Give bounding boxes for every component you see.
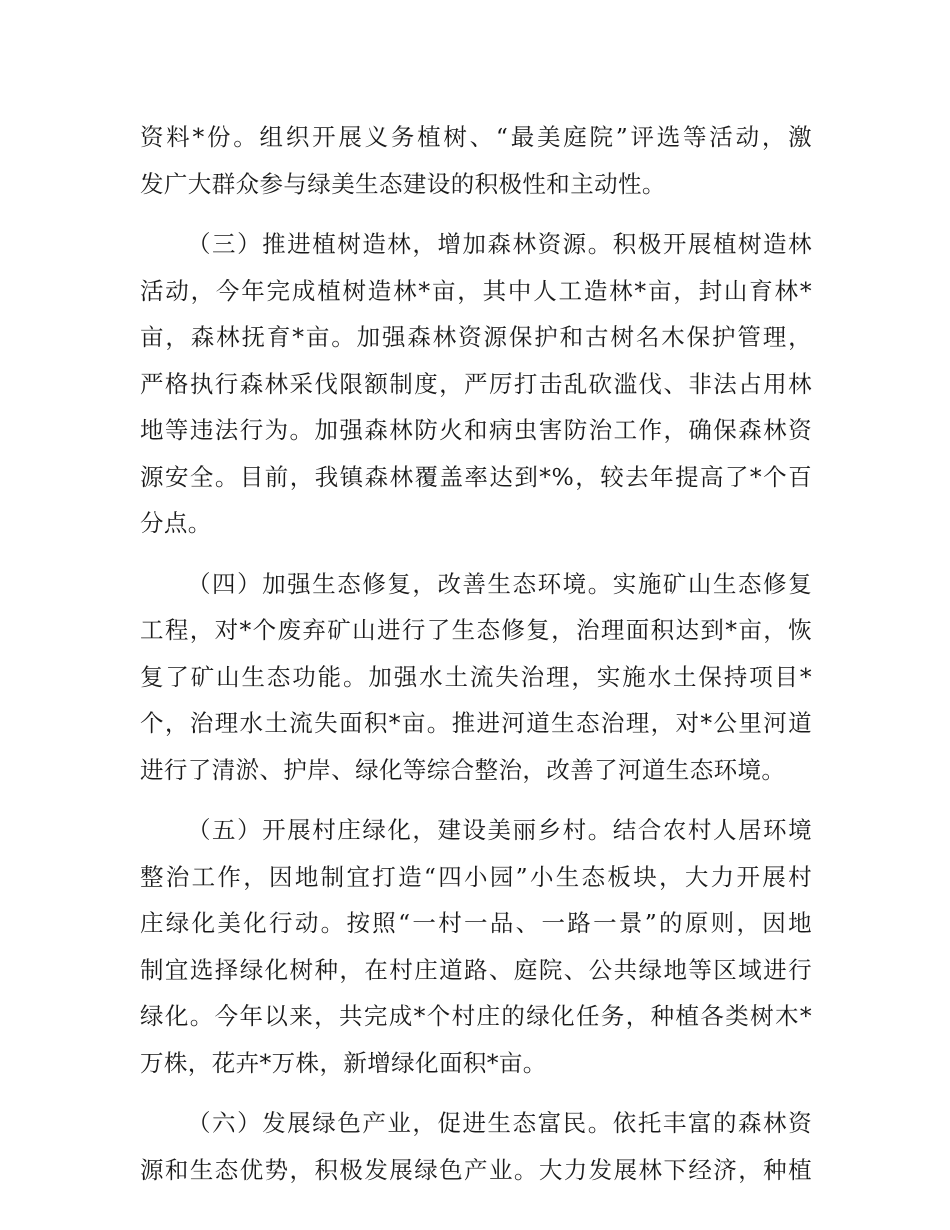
text-line: 源和生态优势，积极发展绿色产业。大力发展林下经济，种植 — [140, 1155, 812, 1184]
text-line: 万株，花卉*万株，新增绿化面积*亩。 — [140, 1048, 547, 1077]
text-line: 整治工作，因地制宜打造“四小园”小生态板块，大力开展村 — [140, 862, 812, 891]
paragraph-section-5 — [140, 807, 812, 1086]
text-line: （四）加强生态修复，改善生态环境。实施矿山生态修复 — [187, 569, 812, 598]
text-line: 分点。 — [140, 509, 212, 537]
text-line: 地等违法行为。加强森林防火和病虫害防治工作，确保森林资 — [140, 416, 812, 444]
paragraph-continued — [140, 114, 812, 207]
text-line: 亩，森林抚育*亩。加强森林资源保护和古树名木保护管理， — [140, 323, 812, 351]
paragraph-section-3 — [140, 221, 812, 547]
text-line: （六）发展绿色产业，促进生态富民。依托丰富的森林资 — [187, 1109, 812, 1137]
paragraph-section-4 — [140, 561, 812, 794]
text-line: 源安全。目前，我镇森林覆盖率达到*%，较去年提高了*个百 — [140, 462, 812, 491]
text-line: 发广大群众参与绿美生态建设的积极性和主动性。 — [140, 169, 666, 198]
text-line: 庄绿化美化行动。按照“一村一品、一路一景”的原则，因地 — [140, 909, 812, 937]
text-line: （三）推进植树造林，增加森林资源。积极开展植树造林 — [187, 230, 812, 258]
text-line: 严格执行森林采伐限额制度，严厉打击乱砍滥伐、非法占用林 — [140, 369, 812, 398]
text-line: 绿化。今年以来，共完成*个村庄的绿化任务，种植各类树木* — [140, 1002, 812, 1030]
text-line: （五）开展村庄绿化，建设美丽乡村。结合农村人居环境 — [187, 816, 812, 844]
document-body — [140, 114, 812, 1193]
text-line: 工程，对*个废弃矿山进行了生态修复，治理面积达到*亩，恢 — [140, 616, 812, 644]
text-line: 进行了清淤、护岸、绿化等综合整治，改善了河道生态环境。 — [140, 755, 786, 784]
text-line: 个，治理水土流失面积*亩。推进河道生态治理，对*公里河道 — [140, 709, 812, 737]
text-line: 资料*份。组织开展义务植树、“最美庭院”评选等活动，激 — [140, 123, 812, 151]
text-line: 制宜选择绿化树种，在村庄道路、庭院、公共绿地等区域进行 — [140, 955, 812, 984]
text-line: 复了矿山生态功能。加强水土流失治理，实施水土保持项目* — [140, 662, 812, 691]
paragraph-section-6 — [140, 1100, 812, 1193]
text-line: 活动，今年完成植树造林*亩，其中人工造林*亩，封山育林* — [140, 276, 812, 305]
